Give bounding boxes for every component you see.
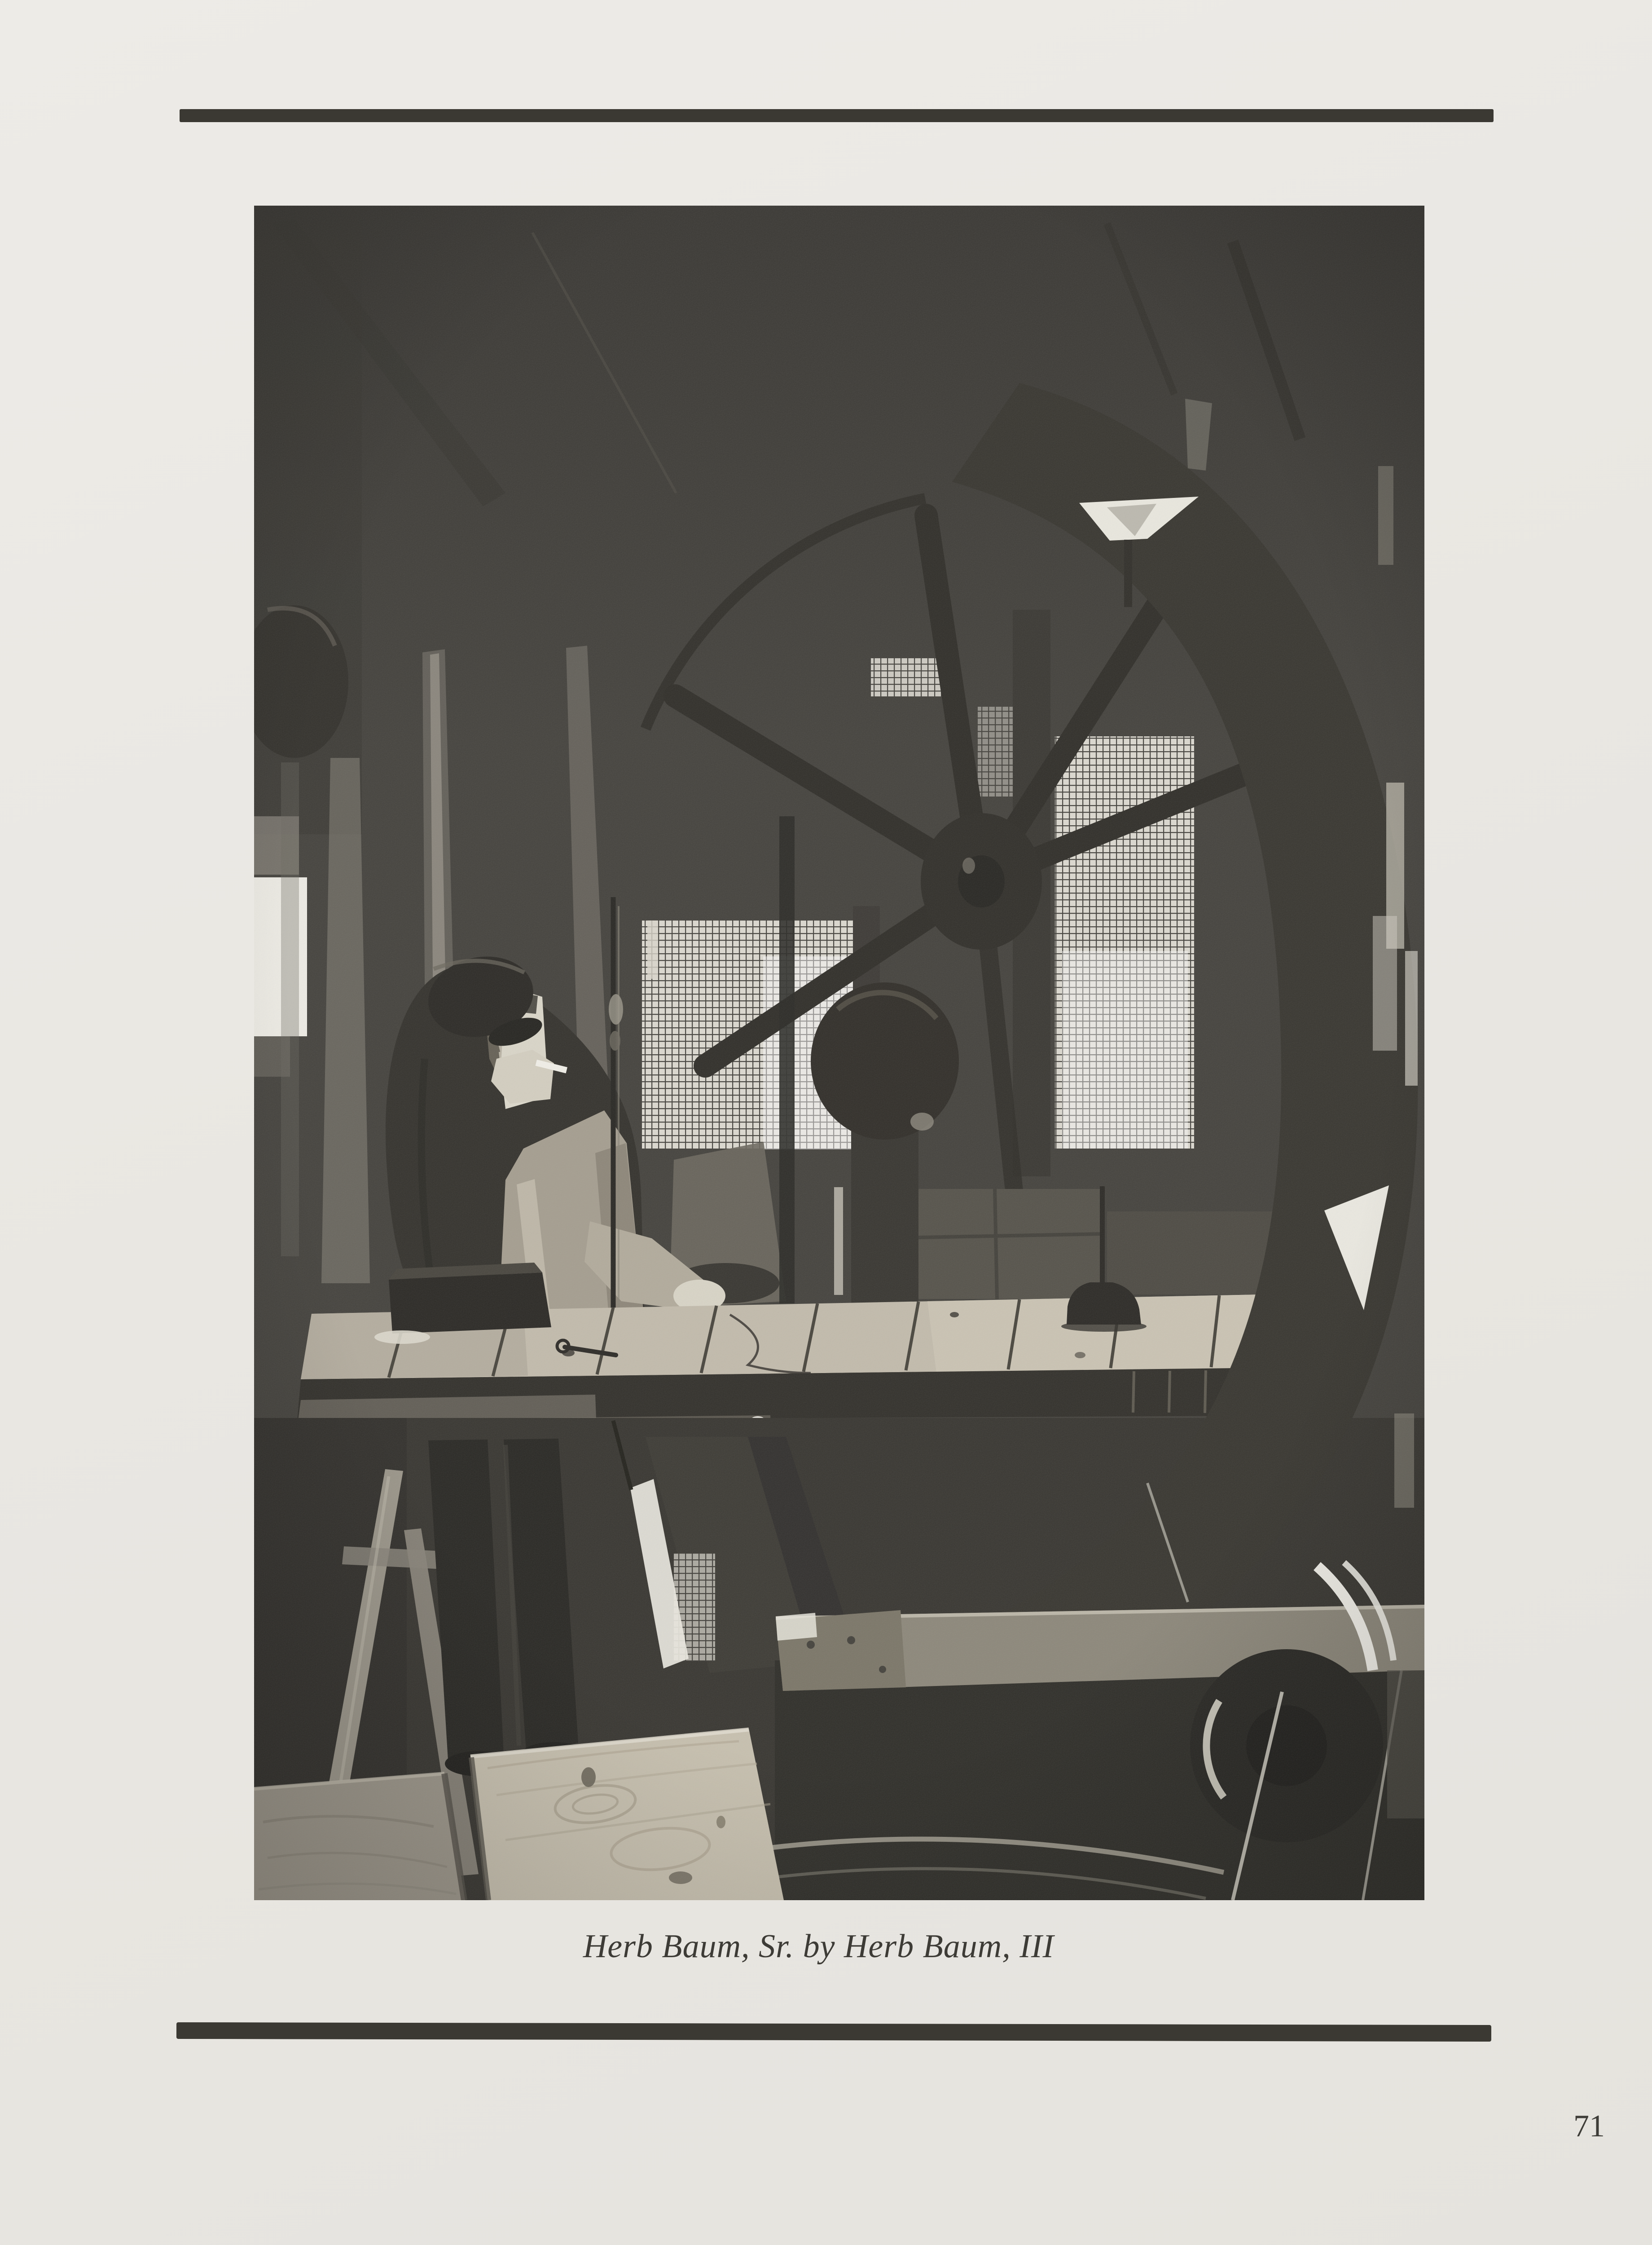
top-divider-rule bbox=[180, 109, 1494, 122]
workshop-photo-illustration bbox=[254, 206, 1424, 1900]
bottom-divider-rule bbox=[176, 2022, 1491, 2042]
photo-texture bbox=[254, 206, 1424, 1900]
photo-caption: Herb Baum, Sr. by Herb Baum, III bbox=[583, 1928, 1054, 1965]
page-number: 71 bbox=[1573, 2109, 1605, 2144]
photograph bbox=[254, 206, 1424, 1900]
